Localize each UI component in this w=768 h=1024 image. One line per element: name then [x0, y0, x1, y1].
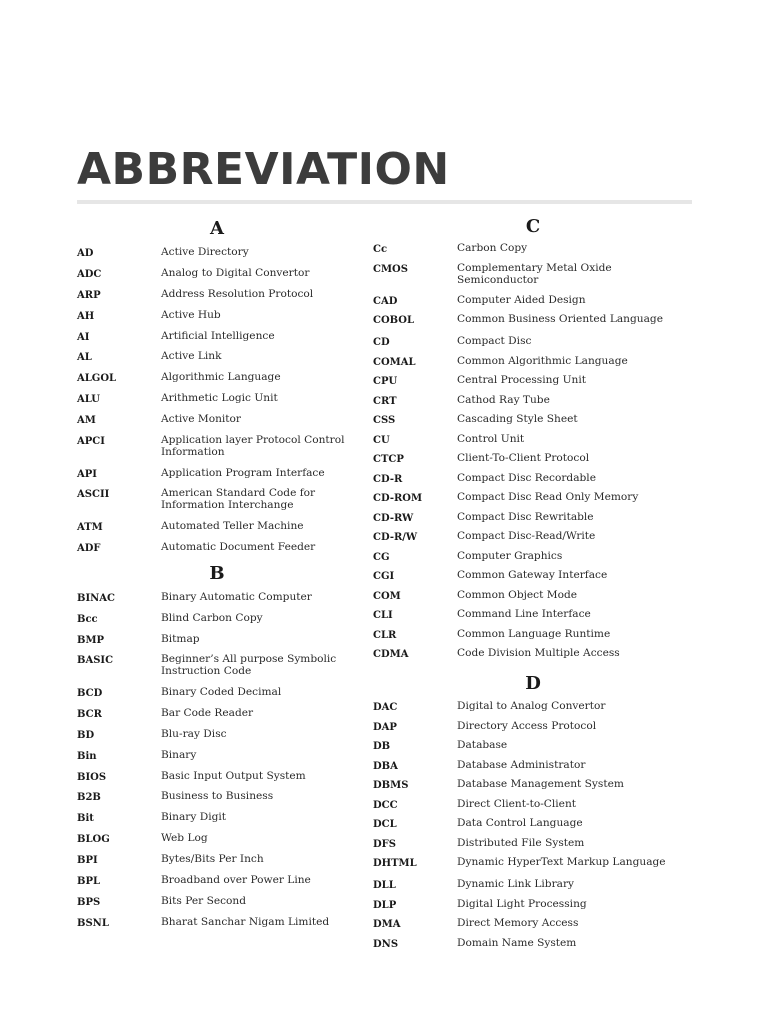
abbreviation-definition: Control Unit	[457, 432, 525, 445]
abbreviation-entry	[373, 778, 693, 792]
abbreviation-definition: Dynamic HyperText Markup Language	[457, 856, 666, 868]
abbreviation-definition: Compact Disc Rewritable	[457, 510, 594, 523]
abbreviation-term: Bit	[77, 813, 94, 825]
abbreviation-definition: Bar Code Reader	[161, 706, 254, 719]
abbreviation-definition: Database Administrator	[457, 758, 586, 771]
abbreviation-entry	[373, 569, 693, 583]
abbreviation-definition: Compact Disc Read Only Memory	[457, 491, 639, 503]
abbreviation-entry	[77, 520, 357, 534]
abbreviation-entry	[373, 856, 693, 870]
abbreviation-definition: Central Processing Unit	[457, 374, 586, 386]
abbreviation-definition: Automatic Document Feeder	[161, 540, 316, 553]
abbreviation-definition: Direct Client-to-Client	[457, 797, 577, 810]
abbreviation-term: ASCII	[77, 489, 110, 501]
abbreviation-definition: Broadband over Power Line	[161, 873, 311, 886]
abbreviation-entry	[373, 355, 693, 369]
abbreviation-term: BCD	[77, 687, 103, 699]
abbreviation-definition: Active Hub	[161, 308, 221, 321]
abbreviation-entry	[77, 467, 357, 481]
abbreviation-term: BSNL	[77, 917, 109, 929]
abbreviation-term: BLOG	[77, 834, 110, 846]
abbreviation-entry	[373, 759, 693, 773]
abbreviation-entry	[373, 394, 693, 408]
abbreviation-entry	[77, 246, 357, 260]
abbreviation-definition: Common Algorithmic Language	[457, 354, 628, 367]
abbreviation-term: ALGOL	[77, 373, 117, 385]
abbreviation-definition: Binary Coded Decimal	[161, 685, 282, 698]
abbreviation-term: CAD	[373, 295, 398, 307]
abbreviation-term: BD	[77, 729, 95, 741]
abbreviation-term: DNS	[373, 938, 399, 950]
abbreviation-entry	[77, 749, 357, 763]
abbreviation-entry	[373, 700, 693, 714]
abbreviation-entry	[373, 550, 693, 564]
abbreviation-term: DLL	[373, 880, 396, 891]
abbreviation-definition: Algorithmic Language	[161, 371, 281, 384]
abbreviation-entry	[77, 288, 357, 302]
abbreviation-entry	[77, 853, 357, 867]
abbreviation-term: DCC	[373, 799, 398, 811]
abbreviation-definition: Analog to Digital Convertor	[161, 266, 310, 279]
abbreviation-definition: Code Division Multiple Access	[457, 647, 620, 659]
abbreviation-term: CPU	[373, 376, 398, 387]
abbreviation-definition: Beginner’s All purpose Symbolic Instruction Code	[161, 653, 337, 678]
abbreviation-entry	[77, 487, 357, 511]
abbreviation-entry	[373, 335, 693, 349]
abbreviation-term: CD	[373, 337, 390, 348]
abbreviation-term: CG	[373, 551, 390, 563]
abbreviation-entry	[373, 452, 693, 466]
abbreviation-term: CDMA	[373, 649, 409, 660]
abbreviation-term: BIOS	[77, 771, 107, 783]
abbreviation-term: BASIC	[77, 655, 114, 667]
abbreviation-term: APCI	[77, 436, 105, 448]
abbreviation-term: ADF	[77, 542, 101, 554]
abbreviation-entry	[77, 770, 357, 784]
abbreviation-term: CMOS	[373, 263, 408, 275]
abbreviation-entry	[77, 434, 357, 458]
abbreviation-definition: Command Line Interface	[457, 608, 591, 620]
abbreviation-term: AI	[77, 331, 90, 343]
abbreviation-term: Bcc	[77, 613, 98, 625]
abbreviation-entry	[77, 653, 357, 677]
abbreviation-definition: Data Control Language	[457, 817, 583, 829]
abbreviation-term: CD-ROM	[373, 493, 423, 504]
abbreviation-entry	[373, 878, 693, 892]
abbreviation-definition: Blind Carbon Copy	[161, 611, 263, 624]
right-column	[373, 214, 693, 956]
abbreviation-definition: Complementary Metal Oxide Semiconductor	[457, 261, 612, 286]
title-divider	[77, 200, 692, 204]
section-letter-heading: B	[209, 562, 225, 584]
abbreviation-definition: Arithmetic Logic Unit	[161, 392, 278, 405]
abbreviation-definition: Database	[457, 739, 508, 751]
abbreviation-term: B2B	[77, 792, 101, 804]
abbreviation-definition: Application layer Protocol Control Information	[161, 434, 345, 459]
abbreviation-term: ARP	[77, 289, 101, 301]
abbreviation-definition: Basic Input Output System	[161, 769, 306, 782]
abbreviation-definition: Computer Graphics	[457, 549, 563, 562]
abbreviation-entry	[77, 832, 357, 846]
abbreviation-term: CD-R/W	[373, 532, 418, 543]
abbreviation-term: BCR	[77, 708, 102, 720]
abbreviation-definition: Binary Digit	[161, 811, 227, 824]
abbreviation-definition: Compact Disc	[457, 335, 532, 347]
abbreviation-definition: Dynamic Link Library	[457, 878, 575, 890]
abbreviation-entry	[77, 728, 357, 742]
abbreviation-definition: Binary Automatic Computer	[161, 590, 312, 603]
abbreviation-term: DBMS	[373, 780, 409, 791]
abbreviation-term: COBOL	[373, 315, 415, 326]
abbreviation-definition: Database Management System	[457, 778, 624, 790]
abbreviation-term: AL	[77, 352, 92, 364]
abbreviation-definition: Directory Access Protocol	[457, 719, 597, 732]
abbreviation-term: Bin	[77, 750, 97, 762]
abbreviation-term: DFS	[373, 838, 396, 850]
abbreviation-entry	[373, 917, 693, 931]
abbreviation-definition: American Standard Code for Information Interchange	[161, 487, 316, 512]
abbreviation-entry	[373, 937, 693, 951]
abbreviation-definition: Client-To-Client Protocol	[457, 452, 590, 464]
abbreviation-term: BPI	[77, 855, 98, 867]
abbreviation-entry	[373, 242, 693, 256]
abbreviation-definition: Bharat Sanchar Nigam Limited	[161, 915, 330, 928]
abbreviation-term: COM	[373, 590, 401, 602]
abbreviation-entry	[373, 720, 693, 734]
abbreviation-entry	[77, 591, 357, 605]
section-letter-heading: A	[210, 218, 224, 239]
abbreviation-entry	[77, 612, 357, 626]
abbreviation-definition: Application Program Interface	[161, 466, 325, 479]
abbreviation-entry	[77, 633, 357, 647]
section-d	[373, 673, 693, 951]
abbreviation-definition: Business to Business	[161, 790, 274, 803]
abbreviation-entry	[373, 798, 693, 812]
abbreviation-entry	[373, 294, 693, 308]
abbreviation-term: CU	[373, 434, 390, 446]
abbreviation-definition: Compact Disc Recordable	[457, 471, 596, 484]
abbreviation-definition: Carbon Copy	[457, 242, 528, 254]
abbreviation-entry	[77, 790, 357, 804]
abbreviation-entry	[373, 413, 693, 427]
abbreviation-definition: Bytes/Bits Per Inch	[161, 853, 264, 866]
abbreviation-term: BPL	[77, 875, 101, 887]
abbreviation-definition: Common Object Mode	[457, 588, 577, 601]
abbreviation-term: CD-R	[373, 473, 403, 485]
abbreviation-definition: Active Monitor	[161, 413, 241, 426]
abbreviation-term: ATM	[77, 521, 103, 533]
abbreviation-entry	[373, 898, 693, 912]
abbreviation-term: ALU	[77, 394, 100, 406]
section-a	[77, 218, 357, 555]
abbreviation-entry	[77, 707, 357, 721]
abbreviation-entry	[77, 330, 357, 344]
abbreviation-definition: Direct Memory Access	[457, 917, 579, 929]
abbreviation-entry	[373, 608, 693, 622]
abbreviation-term: AM	[77, 415, 96, 427]
abbreviation-term: BINAC	[77, 592, 115, 604]
abbreviation-entry	[77, 811, 357, 825]
abbreviation-entry	[77, 541, 357, 555]
abbreviation-definition: Bits Per Second	[161, 894, 247, 907]
abbreviation-term: DAC	[373, 702, 398, 713]
abbreviation-entry	[373, 472, 693, 486]
abbreviation-definition: Digital to Analog Convertor	[457, 700, 606, 712]
abbreviation-definition: Binary	[161, 748, 197, 761]
section-letter-heading: D	[525, 673, 541, 694]
abbreviation-term: CLI	[373, 610, 393, 621]
abbreviation-term: DLP	[373, 899, 397, 911]
abbreviation-entry	[373, 589, 693, 603]
abbreviation-entry	[373, 628, 693, 642]
abbreviation-entry	[373, 374, 693, 388]
page-title: ABBREVIATION	[77, 144, 450, 195]
abbreviation-definition: Blu-ray Disc	[161, 727, 227, 740]
abbreviation-entry	[373, 817, 693, 831]
section-letter-heading: C	[525, 216, 541, 237]
section-b	[77, 563, 357, 930]
abbreviation-term: DHTML	[373, 858, 417, 869]
abbreviation-definition: Common Gateway Interface	[457, 569, 608, 581]
abbreviation-definition: Common Business Oriented Language	[457, 313, 663, 325]
abbreviation-definition: Active Link	[161, 350, 222, 363]
abbreviation-definition: Artificial Intelligence	[161, 329, 275, 342]
abbreviation-term: BPS	[77, 896, 101, 908]
abbreviation-definition: Domain Name System	[457, 936, 577, 949]
abbreviation-definition: Computer Aided Design	[457, 293, 586, 306]
abbreviation-term: CGI	[373, 571, 395, 582]
abbreviation-definition: Automated Teller Machine	[161, 519, 304, 532]
abbreviation-term: DMA	[373, 919, 401, 930]
abbreviation-term: CTCP	[373, 454, 404, 465]
section-c	[373, 216, 693, 661]
abbreviation-entry	[77, 309, 357, 323]
abbreviation-entry	[373, 262, 693, 286]
abbreviation-definition: Cascading Style Sheet	[457, 413, 578, 425]
abbreviation-definition: Web Log	[161, 832, 208, 845]
abbreviation-term: CD-RW	[373, 512, 414, 524]
abbreviation-entry	[77, 267, 357, 281]
abbreviation-entry	[373, 530, 693, 544]
abbreviation-term: CSS	[373, 415, 396, 426]
abbreviation-entry	[373, 511, 693, 525]
abbreviation-entry	[77, 686, 357, 700]
abbreviation-entry	[77, 916, 357, 930]
abbreviation-term: COMAL	[373, 356, 416, 368]
abbreviation-term: DBA	[373, 760, 398, 772]
abbreviation-term: AH	[77, 310, 95, 322]
abbreviation-entry	[77, 874, 357, 888]
abbreviation-entry	[77, 413, 357, 427]
abbreviation-term: DAP	[373, 721, 397, 733]
abbreviation-entry	[77, 392, 357, 406]
abbreviation-definition: Address Resolution Protocol	[161, 287, 314, 300]
abbreviation-entry	[373, 739, 693, 753]
abbreviation-term: ADC	[77, 268, 102, 280]
abbreviation-definition: Bitmap	[161, 632, 200, 645]
abbreviation-entry	[373, 837, 693, 851]
abbreviation-entry	[373, 433, 693, 447]
abbreviation-definition: Active Directory	[161, 246, 249, 258]
abbreviation-term: Cc	[373, 244, 388, 255]
abbreviation-definition: Compact Disc-Read/Write	[457, 530, 596, 542]
abbreviation-term: AD	[77, 248, 94, 259]
abbreviation-term: CRT	[373, 395, 397, 407]
abbreviation-entry	[373, 491, 693, 505]
abbreviation-definition: Common Language Runtime	[457, 627, 611, 640]
abbreviation-term: BMP	[77, 634, 105, 646]
left-column	[77, 214, 357, 937]
abbreviation-entry	[77, 371, 357, 385]
abbreviation-entry	[373, 313, 693, 327]
abbreviation-entry	[77, 895, 357, 909]
abbreviation-definition: Digital Light Processing	[457, 897, 587, 910]
abbreviation-definition: Cathod Ray Tube	[457, 393, 550, 406]
abbreviation-term: CLR	[373, 629, 397, 641]
abbreviation-entry	[373, 647, 693, 661]
abbreviation-term: DCL	[373, 819, 397, 830]
abbreviation-term: DB	[373, 741, 391, 752]
abbreviation-entry	[77, 350, 357, 364]
abbreviation-term: API	[77, 468, 97, 480]
abbreviation-definition: Distributed File System	[457, 836, 585, 849]
